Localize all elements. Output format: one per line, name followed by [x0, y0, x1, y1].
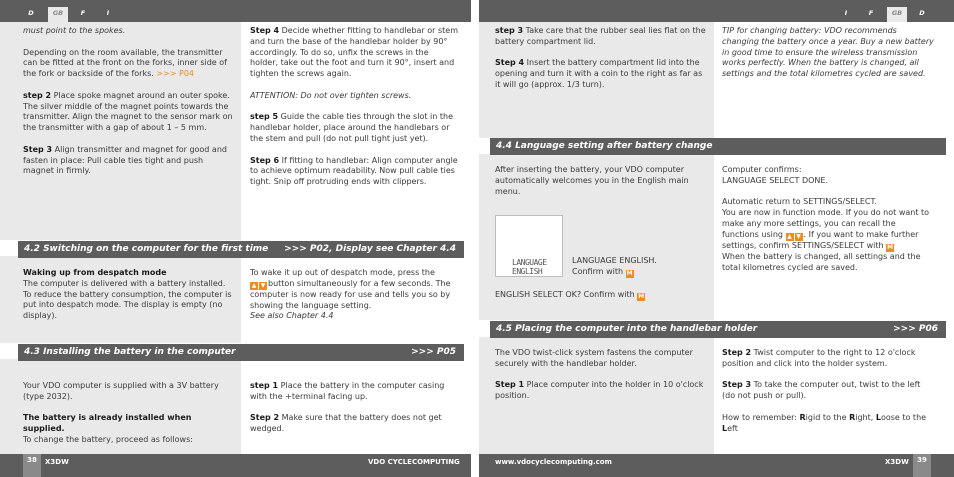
holder-step2: Step 2 Twist computer to the right to 12 o'clock position and click into the holder system.: [722, 348, 916, 368]
lcd-caption: LANGUAGE ENGLISH. Confirm with M: [572, 256, 657, 277]
section-4-3-title: 4.3 Installing the battery in the computer: [24, 347, 236, 357]
section43-col1-text: [23, 381, 235, 446]
battery-step1: step 1 Place the battery in the computer casing with the +terminal facing up.: [250, 381, 445, 401]
intro-italic: must point to the spokes.: [23, 26, 126, 35]
mnemonic-text: How to remember: Rigid to the Right, Loose to the Left: [722, 412, 927, 433]
battery-changed-text: When the battery is changed, all settings and the total kilometres cycled are saved.: [722, 251, 921, 272]
section44-col1-text: [495, 165, 707, 197]
m-button-icon: M: [626, 269, 633, 277]
attention-note: ATTENTION: Do not over tighten screws.: [250, 90, 412, 100]
tab-f-left[interactable]: F: [80, 9, 86, 17]
battery-change-intro: To change the battery, proceed as follows:: [23, 434, 193, 444]
waking-up-text: The computer is delivered with a battery installed. To reduce the battery consumption, the computer is put into despatch mode. The display is empty (no display).: [23, 278, 232, 321]
battery-installed-bold: The battery is already installed when supplied.: [23, 413, 192, 434]
step5-para: step 5 Guide the cable ties through the slot in the handlebar holder, place around the handlebars or the stem and pull (do not pull tight just yet).: [250, 112, 453, 143]
top-bar-right: [479, 0, 954, 22]
tab-i-left[interactable]: I: [106, 9, 110, 17]
ref-p04-link[interactable]: >>> P04: [156, 69, 194, 79]
transmitter-placement-para: Depending on the room available, the transmitter can be fitted at the front on the forks, inner side of the fork or backside of the forks. >>> P04: [23, 47, 227, 79]
tab-d-left[interactable]: D: [28, 9, 34, 17]
holder-step3: Step 3 To take the computer out, twist to the left (do not push or pull).: [722, 380, 921, 401]
top-bar-left: [0, 0, 471, 22]
function-mode-text: You are now in function mode. If you do not want to make any more settings, you can recall the functions using ▲ ▼ . If you want to make further settings, confirm SETTINGS/SELECT with M: [722, 208, 930, 251]
section44-col2-text: [722, 165, 932, 273]
section-4-2-title: 4.2 Switching on the computer for the first time: [24, 244, 269, 254]
up-button-icon: ▲: [787, 232, 792, 240]
m-button-icon: M: [638, 293, 645, 300]
right-col1-top-text: [495, 26, 707, 91]
tab-d-right[interactable]: D: [919, 9, 925, 17]
page-number-right: 39: [913, 454, 931, 477]
footer-model-right: X3DW: [885, 458, 909, 466]
english-select-confirm: ENGLISH SELECT OK? Confirm with M: [495, 290, 645, 300]
battery-step2: Step 2 Make sure that the battery does not get wedged.: [250, 413, 442, 434]
footer-url[interactable]: www.vdocyclecomputing.com: [495, 458, 612, 466]
waking-up-heading: Waking up from despatch mode: [23, 268, 167, 277]
section45-col1-text: [495, 348, 707, 402]
lcd-line-english: ENGLISH: [512, 267, 543, 276]
language-select-done: LANGUAGE SELECT DONE.: [722, 175, 828, 185]
lcd-language-display: [495, 215, 563, 277]
see-also-chapter[interactable]: See also Chapter 4.4: [250, 311, 334, 321]
left-col1-top-text: [23, 26, 235, 177]
lid-step4: Step 4 Insert the battery compartment lid into the opening and turn it with a coin to the right as far as it will go (approx. 1/3 turn).: [495, 58, 703, 89]
step4-para: Step 4 Decide whether fitting to handlebar or stem and turn the base of the handlebar holder by 90° accordingly. To do so, unfix the screws in the holder, take out the foot and turn it 90°, insert and tighten the screws again.: [250, 26, 459, 79]
step6-para: Step 6 If fitting to handlebar: Align computer angle to achieve optimum readability. Now pull cable ties tight. Snip off protruding ends with clippers.: [250, 155, 458, 187]
up-down-button-icon: ▲: [251, 281, 257, 289]
section45-col2-text: [722, 348, 932, 434]
battery-tip: TIP for changing battery: VDO recommends changing the battery once a year. Buy a new battery in good time to ensure the wireless transmission works perfectly. When the battery is changed, all settings and the total kilometres cycled are saved.: [722, 26, 934, 79]
auto-return-text: Automatic return to SETTINGS/SELECT.: [722, 197, 877, 207]
section-4-5-title: 4.5 Placing the computer into the handlebar holder: [496, 324, 758, 334]
seal-step3: step 3 Take care that the rubber seal lies flat on the battery compartment lid.: [495, 26, 706, 46]
left-col2-top-text: [250, 26, 458, 188]
section42-col2-text: [250, 268, 458, 322]
footer-brand: VDO CYCLECOMPUTING: [368, 458, 460, 466]
down-button-icon: ▼: [796, 232, 801, 240]
step2-para: step 2 Place spoke magnet around an outer spoke. The silver middle of the magnet points towards the transmitter. Align the magnet to the sensor mark on the transmitter with a gap of about 1 – 5 mm.: [23, 90, 233, 133]
section-4-2-header: [18, 241, 464, 258]
wake-instructions: To wake it up out of despatch mode, press the ▲ ▼ button simultaneously for a few seconds. The computer is now ready for use and tells you so by showing the language setting.: [250, 268, 451, 310]
computer-confirms: Computer confirms:: [722, 165, 802, 174]
tab-gb-right[interactable]: GB: [887, 7, 907, 22]
twist-click-text: The VDO twist-click system fastens the computer securely with the handlebar holder.: [495, 348, 693, 368]
right-col2-top-text: [722, 26, 934, 80]
welcome-text: After inserting the battery, your VDO computer automatically welcomes you in the English main menu.: [495, 165, 689, 196]
section43-col2-text: [250, 381, 458, 435]
section-4-3-ref[interactable]: >>> P05: [411, 347, 456, 357]
step3-para: Step 3 Align transmitter and magnet for good and fasten in place: Pull cable ties tight and push magnet in firmly.: [23, 144, 227, 176]
section-4-2-ref[interactable]: >>> P02, Display see Chapter 4.4: [284, 244, 456, 254]
m-button-icon: M: [887, 243, 894, 251]
tab-f-right[interactable]: F: [868, 9, 874, 17]
page-number-left: 38: [23, 454, 41, 477]
section-4-3-header: [18, 344, 464, 361]
down-button-icon: ▼: [260, 281, 266, 289]
holder-step1: Step 1 Place computer into the holder in 10 o'clock position.: [495, 380, 704, 401]
tab-i-right[interactable]: I: [844, 9, 848, 17]
lcd-line-language: LANGUAGE: [512, 258, 547, 267]
section-4-5-header: [490, 321, 946, 338]
battery-supplied-text: Your VDO computer is supplied with a 3V battery (type 2032).: [23, 381, 219, 401]
footer-model-left: X3DW: [45, 458, 69, 466]
tab-gb-left[interactable]: GB: [48, 7, 68, 22]
section-4-4-title: 4.4 Language setting after battery change: [496, 141, 713, 151]
section42-col1-text: [23, 268, 235, 322]
section-4-5-ref[interactable]: >>> P06: [893, 324, 938, 334]
section-4-4-header: [490, 138, 946, 155]
